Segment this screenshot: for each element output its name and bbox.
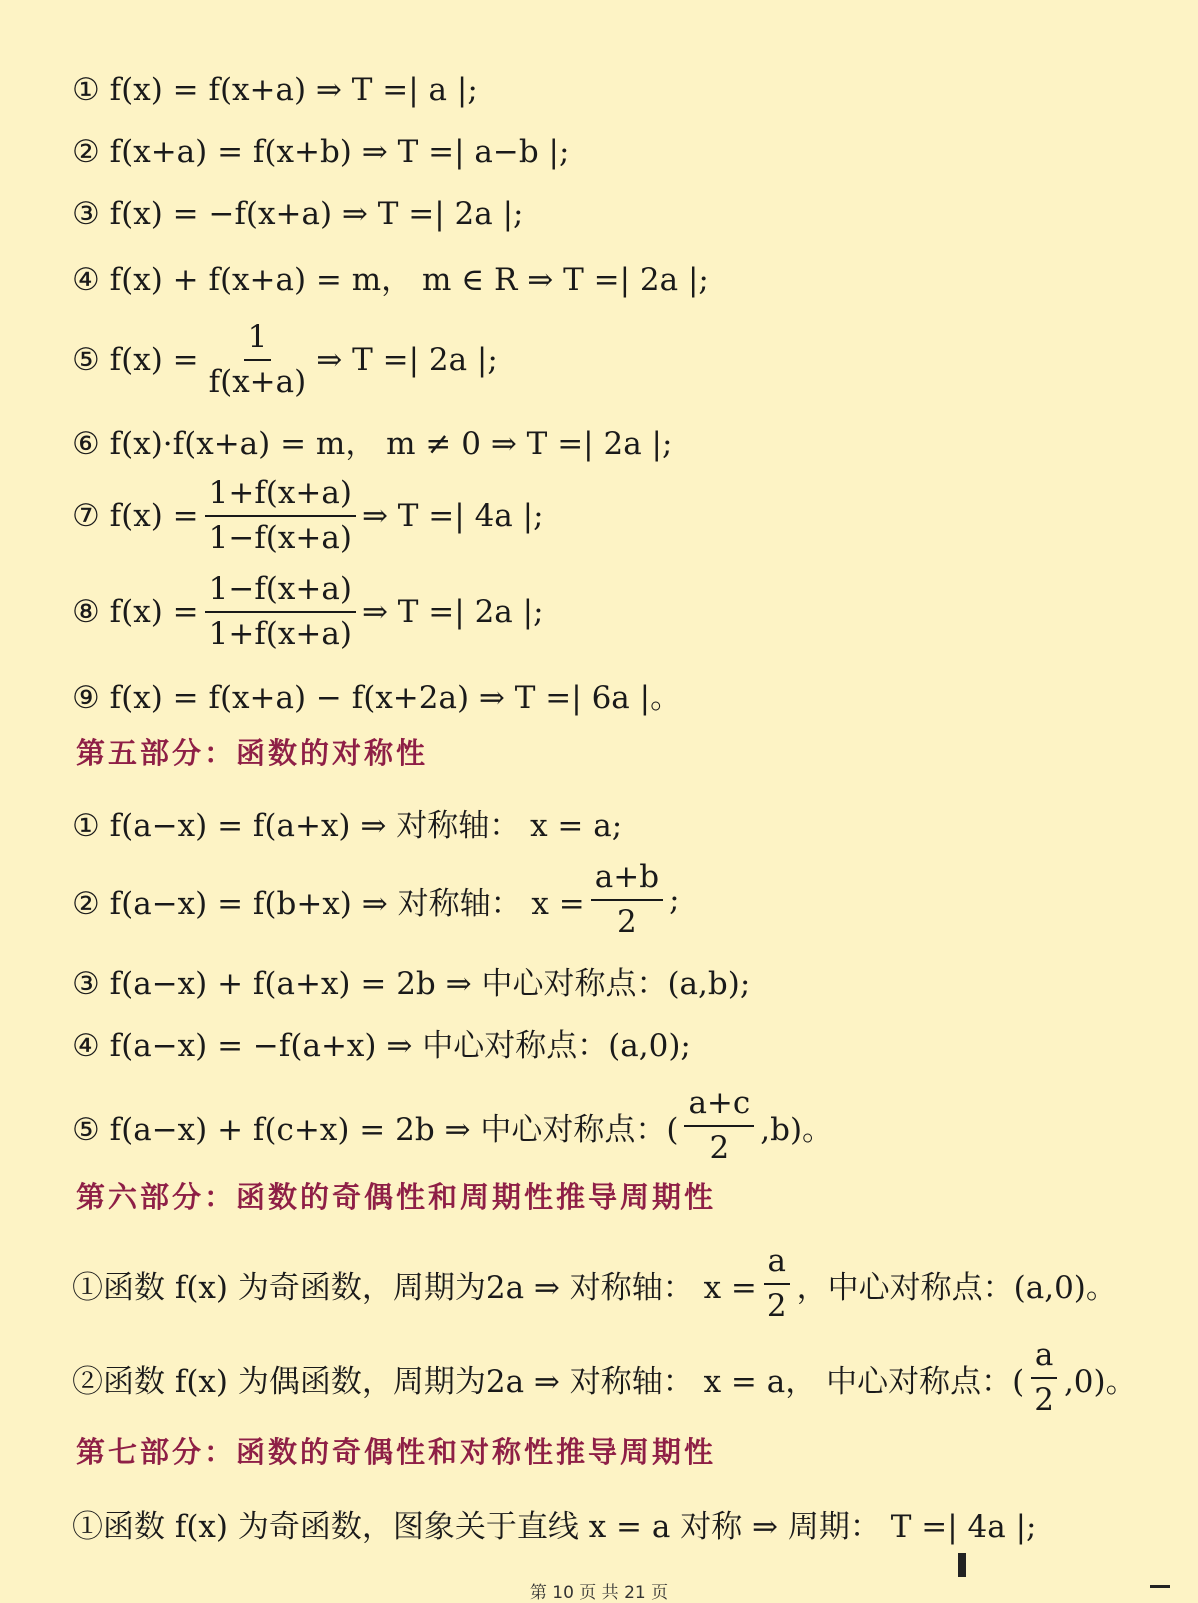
formula-text: ④ f(x) + f(x+a) = m， m ∈ R ⇒ T =| 2a |;: [72, 261, 709, 298]
formula-line: [72, 122, 569, 182]
formula-text: ③ f(a−x) + f(a+x) = 2b ⇒ 中心对称点：(a,b);: [72, 965, 751, 1002]
formula-text: ④ f(a−x) = −f(a+x) ⇒ 中心对称点：(a,0);: [72, 1027, 691, 1064]
formula-text: ⑤ f(a−x) + f(c+x) = 2b ⇒ 中心对称点：(: [72, 1111, 679, 1148]
formula-text: ;: [669, 882, 680, 918]
fraction: [684, 1084, 754, 1168]
fraction: [763, 1242, 791, 1326]
formula-text: ①函数 f(x) 为奇函数，图象关于直线 x = a 对称 ⇒ 周期： T =| 4a |;: [72, 1508, 1037, 1545]
fraction: [205, 318, 311, 402]
formula-line: [72, 246, 709, 306]
fraction-numerator: a: [764, 1242, 790, 1285]
formula-text: ② f(a−x) = f(b+x) ⇒ 对称轴： x =: [72, 885, 585, 922]
formula-line: [72, 1243, 1117, 1324]
fraction-denominator: 2: [709, 1130, 730, 1166]
fraction-denominator: 2: [766, 1288, 787, 1324]
fraction-denominator: 2: [617, 904, 637, 940]
formula-text: ⑦ f(x) =: [72, 498, 199, 534]
formula-line: [72, 60, 478, 120]
formula-line: [72, 859, 680, 940]
formula-text: ②函数 f(x) 为偶函数，周期为2a ⇒ 对称轴： x = a， 中心对称点：(: [72, 1363, 1025, 1400]
formula-text: ① f(x) = f(x+a) ⇒ T =| a |;: [72, 72, 478, 108]
fraction-numerator: 1: [244, 318, 272, 361]
formula-text: ③ f(x) = −f(x+a) ⇒ T =| 2a |;: [72, 196, 524, 232]
fraction-denominator: f(x+a): [208, 364, 307, 400]
page-footer: 第 10 页 共 21 页: [529, 1583, 669, 1603]
fraction: [205, 570, 356, 654]
formula-line: [72, 571, 544, 652]
formula-line: [72, 475, 544, 556]
section-heading: 第六部分：函数的奇偶性和周期性推导周期性: [76, 1180, 717, 1214]
formula-line: [72, 1085, 834, 1166]
formula-text: ① f(a−x) = f(a+x) ⇒ 对称轴： x = a;: [72, 807, 623, 844]
formula-text: ⑤ f(x) =: [72, 342, 199, 378]
fraction-denominator: 1−f(x+a): [208, 520, 352, 556]
formula-line: [72, 184, 523, 244]
formula-line: [72, 664, 681, 724]
formula-line: [72, 1493, 1037, 1553]
fraction-numerator: 1+f(x+a): [205, 474, 356, 517]
formula-text: ② f(x+a) = f(x+b) ⇒ T =| a−b |;: [72, 134, 570, 170]
fraction: [205, 474, 356, 558]
formula-text: ,0)。: [1063, 1363, 1137, 1400]
formula-line: [72, 950, 750, 1010]
formula-line: [72, 410, 672, 470]
formula-line: [72, 1012, 691, 1072]
formula-line: [72, 319, 498, 400]
section-heading: 第七部分：函数的奇偶性和对称性推导周期性: [76, 1435, 717, 1469]
scroll-mark: [958, 1553, 966, 1577]
fraction: [1030, 1336, 1058, 1420]
formula-text: ①函数 f(x) 为奇函数，周期为2a ⇒ 对称轴： x =: [72, 1269, 757, 1306]
fraction: [591, 858, 663, 942]
formula-text: ⑧ f(x) =: [72, 594, 199, 630]
fraction-numerator: 1−f(x+a): [205, 570, 356, 613]
formula-text: ，中心对称点：(a,0)。: [796, 1269, 1117, 1306]
formula-line: [72, 1337, 1137, 1418]
fraction-numerator: a+b: [591, 858, 663, 901]
fraction-numerator: a: [1031, 1336, 1057, 1379]
formula-line: [72, 792, 622, 852]
fraction-denominator: 1+f(x+a): [208, 616, 352, 652]
formula-text: ⑨ f(x) = f(x+a) − f(x+2a) ⇒ T =| 6a |。: [72, 679, 682, 716]
formula-text: ⇒ T =| 2a |;: [361, 594, 544, 630]
section-heading: 第五部分：函数的对称性: [76, 736, 429, 770]
formula-text: ⇒ T =| 2a |;: [316, 342, 498, 378]
fraction-denominator: 2: [1034, 1382, 1054, 1418]
formula-text: ⇒ T =| 4a |;: [361, 498, 544, 534]
formula-text: ⑥ f(x)·f(x+a) = m， m ≠ 0 ⇒ T =| 2a |;: [72, 425, 673, 462]
fraction-numerator: a+c: [684, 1084, 754, 1127]
formula-text: ,b)。: [760, 1111, 834, 1148]
